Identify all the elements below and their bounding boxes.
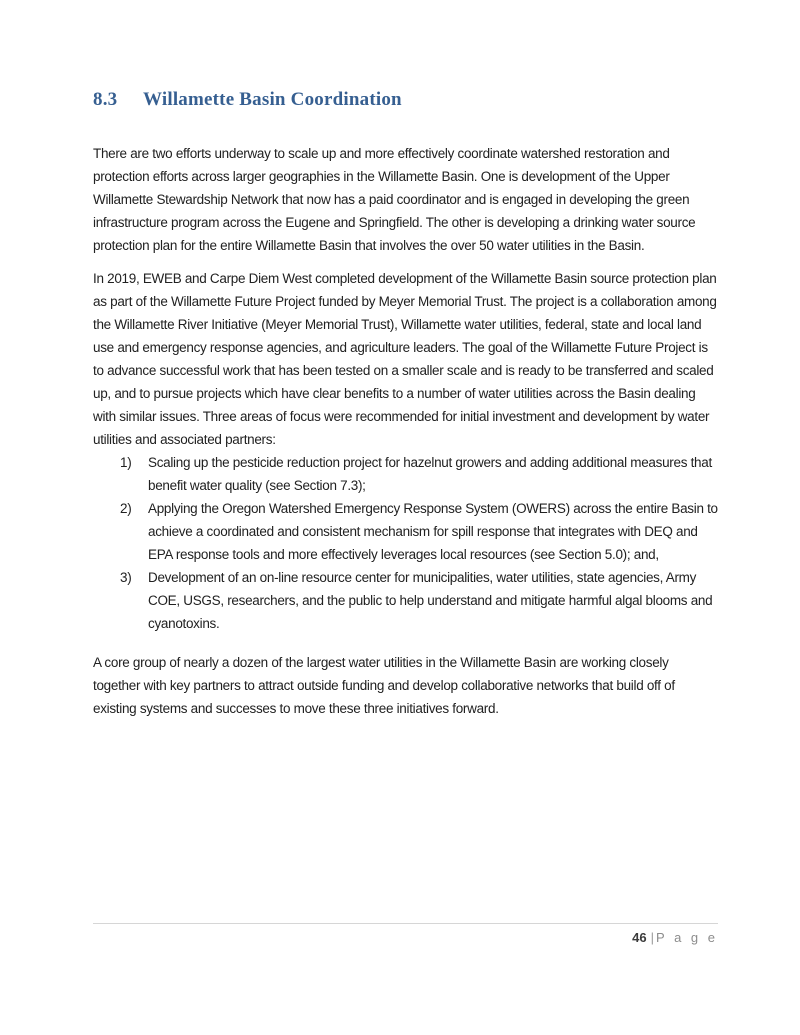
footer-separator: | xyxy=(650,930,655,945)
page-content xyxy=(93,0,718,730)
list-item-number: 2) xyxy=(120,501,132,516)
section-heading xyxy=(93,88,718,112)
section-number: 8.3 xyxy=(93,89,118,110)
paragraph-closing: A core group of nearly a dozen of the largest water utilities in the Willamette Basin are working closely together with key partners to attract outside funding and develop collaborative networks that build off of existing systems and successes to move these three initiatives forward. xyxy=(93,655,675,716)
list-item xyxy=(120,566,718,635)
list-item xyxy=(120,497,718,566)
list-item-number: 1) xyxy=(120,455,132,470)
list-item xyxy=(120,451,718,497)
paragraph-project: In 2019, EWEB and Carpe Diem West completed development of the Willamette Basin source protection plan as part of the Willamette Future Project funded by Meyer Memorial Trust. The project is a collaboration among the Willamette River Initiative (Meyer Memorial Trust), Willamette water utilities, federal, state and local land use and emergency response agencies, and agriculture leaders. The goal of the Willamette Future Project is to advance successful work that has been tested on a smaller scale and is ready to be transferred and scaled up, and to pursue projects which have clear benefits to a number of water utilities across the Basin dealing with similar issues. Three areas of focus were recommended for initial investment and development by water utilities and associated partners: xyxy=(93,271,717,447)
list-item-text: Development of an on-line resource center for municipalities, water utilities, state agencies, Army COE, USGS, researchers, and the public to help understand and mitigate harmful algal blooms and cyanotoxins. xyxy=(148,570,713,631)
list-item-text: Scaling up the pesticide reduction project for hazelnut growers and adding additional measures that benefit water quality (see Section 7.3); xyxy=(148,455,712,493)
footer-divider xyxy=(93,923,718,924)
list-item-number: 3) xyxy=(120,570,132,585)
numbered-list xyxy=(93,451,718,635)
paragraph-overview: There are two efforts underway to scale up and more effectively coordinate watershed restoration and protection efforts across larger geographies in the Willamette Basin. One is development of the Upper Willamette Stewardship Network that now has a paid coordinator and is engaged in developing the green infrastructure program across the Eugene and Springfield. The other is developing a drinking water source protection plan for the entire Willamette Basin that involves the over 50 water utilities in the Basin. xyxy=(93,146,696,253)
list-item-text: Applying the Oregon Watershed Emergency Response System (OWERS) across the entire Basin to achieve a coordinated and consistent mechanism for spill response that integrates with DEQ and EPA response tools and more effectively leverages local resources (see Section 5.0); and, xyxy=(148,501,718,562)
section-title: Willamette Basin Coordination xyxy=(143,89,402,110)
page-footer xyxy=(93,929,718,947)
footer-page-label: P a g e xyxy=(656,930,718,945)
footer-page-number: 46 xyxy=(632,930,647,945)
